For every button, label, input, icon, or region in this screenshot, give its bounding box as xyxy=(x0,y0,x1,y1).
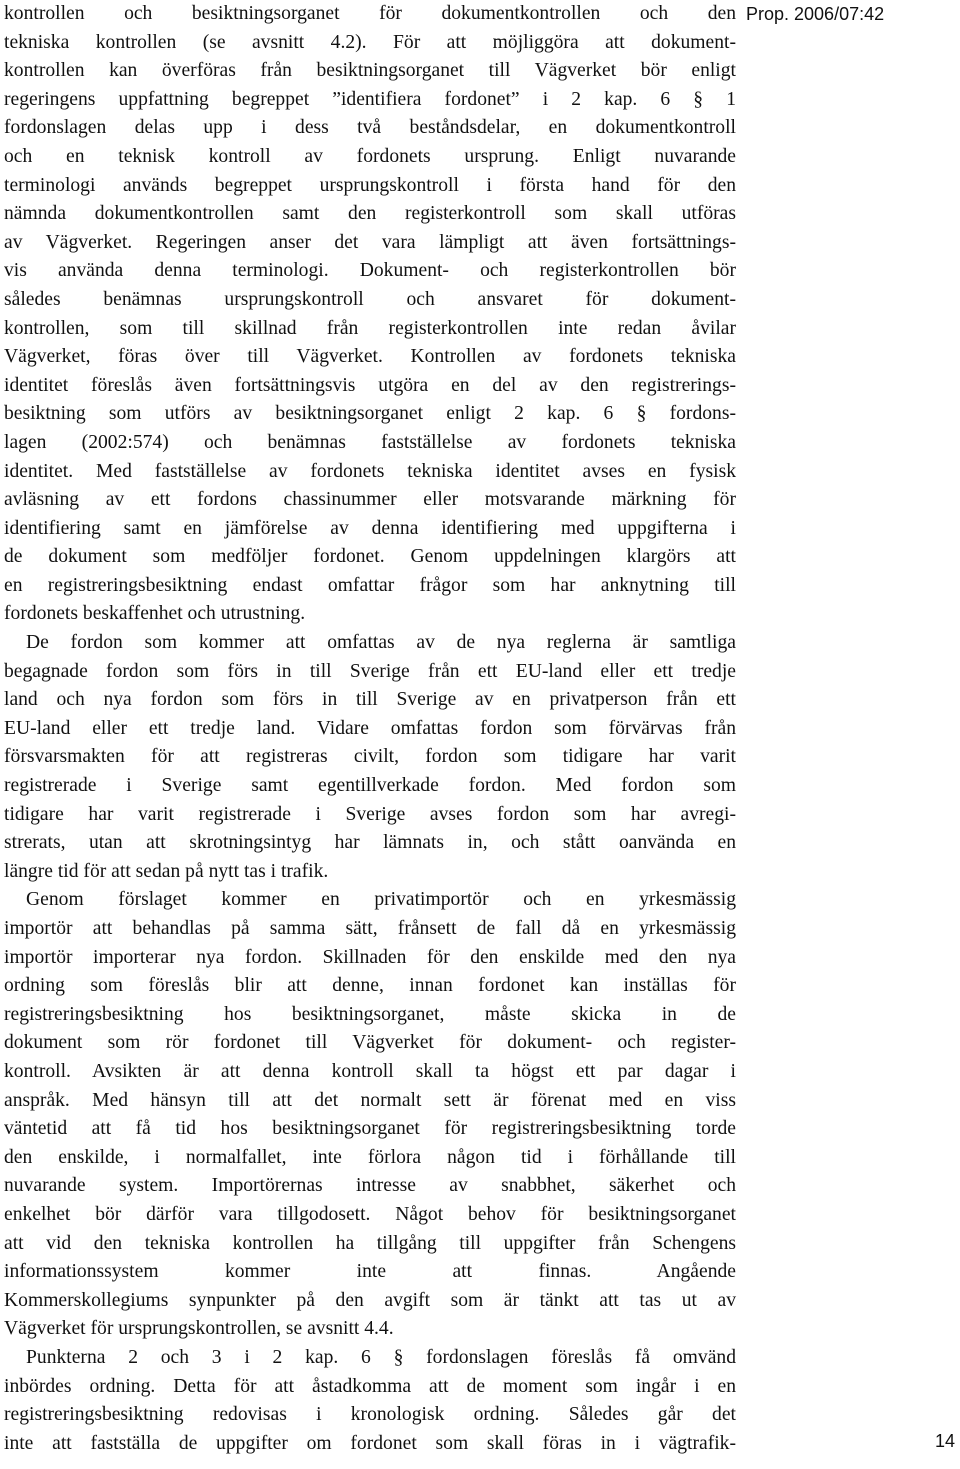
text-line: strerats, utan att skrotningsintyg har lämnats in, och stått oanvända en xyxy=(4,832,736,854)
text-line: väntetid att få tid hos besiktningsorganet för registreringsbesiktning torde xyxy=(4,1118,736,1140)
text-line: kontrollen kan överföras från besiktningsorganet till Vägverket bör enligt xyxy=(4,60,736,82)
text-line: besiktning som utförs av besiktningsorganet enligt 2 kap. 6 § fordons- xyxy=(4,403,736,425)
text-line: fordonslagen delas upp i dess två beståndsdelar, en dokumentkontroll xyxy=(4,117,736,139)
text-line: importör importerar nya fordon. Skillnaden för den enskilde med den nya xyxy=(4,946,736,968)
text-line: terminologi används begreppet ursprungskontroll i första hand för den xyxy=(4,174,736,196)
text-line: De fordon som kommer att omfattas av de nya reglerna är samtliga xyxy=(26,632,736,654)
text-line: kontrollen och besiktningsorganet för dokumentkontrollen och den xyxy=(4,3,736,24)
text-line: land och nya fordon som förs in till Sverige av en privatperson från ett xyxy=(4,689,736,711)
paragraph xyxy=(4,886,736,1344)
text-line: och en teknisk kontroll av fordonets ursprung. Enligt nuvarande xyxy=(4,145,736,167)
text-line: Genom förslaget kommer en privatimportör och en yrkesmässig xyxy=(26,889,736,911)
text-line: tekniska kontrollen (se avsnitt 4.2). För att möjliggöra att dokument- xyxy=(4,31,736,53)
text-line: lagen (2002:574) och benämnas fastställelse av fordonets tekniska xyxy=(4,431,736,453)
text-line: inte att fastställa de uppgifter om fordonet som skall föras in i vägtrafik- xyxy=(4,1432,736,1454)
text-line: Kommerskollegiums synpunkter på den avgift som är tänkt att tas ut av xyxy=(4,1289,736,1311)
text-line: EU-land eller ett tredje land. Vidare omfattas fordon som förvärvas från xyxy=(4,717,736,739)
text-line: informationssystem kommer inte att finnas. Angående xyxy=(4,1261,736,1283)
text-line: dokument som rör fordonet till Vägverket för dokument- och register- xyxy=(4,1032,736,1054)
text-line: Vägverket för ursprungskontrollen, se avsnitt 4.4. xyxy=(4,1318,394,1340)
body-text xyxy=(4,0,736,1458)
text-line: av Vägverket. Regeringen anser det vara lämpligt att även fortsättnings- xyxy=(4,231,736,253)
text-line: nämnda dokumentkontrollen samt den registerkontroll som skall utföras xyxy=(4,203,736,225)
text-line: längre tid för att sedan på nytt tas i trafik. xyxy=(4,860,329,882)
text-line: begagnade fordon som förs in till Sverige från ett EU-land eller ett tredje xyxy=(4,660,736,682)
text-line: enkelhet bör därför vara tillgodosett. Något behov för besiktningsorganet xyxy=(4,1203,736,1225)
proposition-reference: Prop. 2006/07:42 xyxy=(746,4,885,24)
page-number: 14 xyxy=(935,1431,956,1451)
text-line: kontroll. Avsikten är att denna kontroll skall ta högst ett par dagar i xyxy=(4,1060,736,1082)
text-line: inbördes ordning. Detta för att åstadkomma att de moment som ingår i en xyxy=(4,1375,736,1397)
text-line: avläsning av ett fordons chassinummer eller motsvarande märkning för xyxy=(4,489,736,511)
text-line: ordning som föreslås blir att denne, innan fordonet kan inställas för xyxy=(4,975,736,997)
text-line: identifiering samt en jämförelse av denna identifiering med uppgifterna i xyxy=(4,517,736,539)
paragraph xyxy=(4,0,736,629)
text-line: registreringsbesiktning hos besiktningsorganet, måste skicka in de xyxy=(4,1003,736,1025)
text-line: kontrollen, som till skillnad från registerkontrollen inte redan åvilar xyxy=(4,317,736,339)
text-line: Punkterna 2 och 3 i 2 kap. 6 § fordonslagen föreslås få omvänd xyxy=(26,1346,736,1368)
text-line: anspråk. Med hänsyn till att det normalt sett är förenat med en viss xyxy=(4,1089,736,1111)
text-line: de dokument som medföljer fordonet. Genom uppdelningen klargörs att xyxy=(4,546,736,568)
paragraph xyxy=(4,629,736,886)
text-line: identitet föreslås även fortsättningsvis utgöra en del av den registrerings- xyxy=(4,374,736,396)
text-line: registrerade i Sverige samt egentillverkade fordon. Med fordon som xyxy=(4,775,736,797)
text-line: registreringsbesiktning redovisas i kronologisk ordning. Således går det xyxy=(4,1404,736,1426)
text-line: Vägverket, föras över till Vägverket. Kontrollen av fordonets tekniska xyxy=(4,346,736,368)
text-line: tidigare har varit registrerade i Sverige avses fordon som har avregi- xyxy=(4,803,736,825)
text-line: fordonets beskaffenhet och utrustning. xyxy=(4,603,306,625)
text-line: vis använda denna terminologi. Dokument- och registerkontrollen bör xyxy=(4,260,736,282)
text-line: att vid den tekniska kontrollen ha tillgång till uppgifter från Schengens xyxy=(4,1232,736,1254)
text-line: regeringens uppfattning begreppet ”identifiera fordonet” i 2 kap. 6 § 1 xyxy=(4,88,736,110)
text-line: nuvarande system. Importörernas intresse av snabbhet, säkerhet och xyxy=(4,1175,736,1197)
text-line: identitet. Med fastställelse av fordonets tekniska identitet avses en fysisk xyxy=(4,460,736,482)
text-line: försvarsmakten för att registreras civilt, fordon som tidigare har varit xyxy=(4,746,736,768)
text-line: importör att behandlas på samma sätt, frånsett de fall då en yrkesmässig xyxy=(4,918,736,939)
text-line: således benämnas ursprungskontroll och ansvaret för dokument- xyxy=(4,288,736,310)
text-line: den enskilde, i normalfallet, inte förlora någon tid i förhållande till xyxy=(4,1146,736,1168)
text-line: en registreringsbesiktning endast omfattar frågor som har anknytning till xyxy=(4,574,736,596)
paragraph xyxy=(4,1344,736,1458)
